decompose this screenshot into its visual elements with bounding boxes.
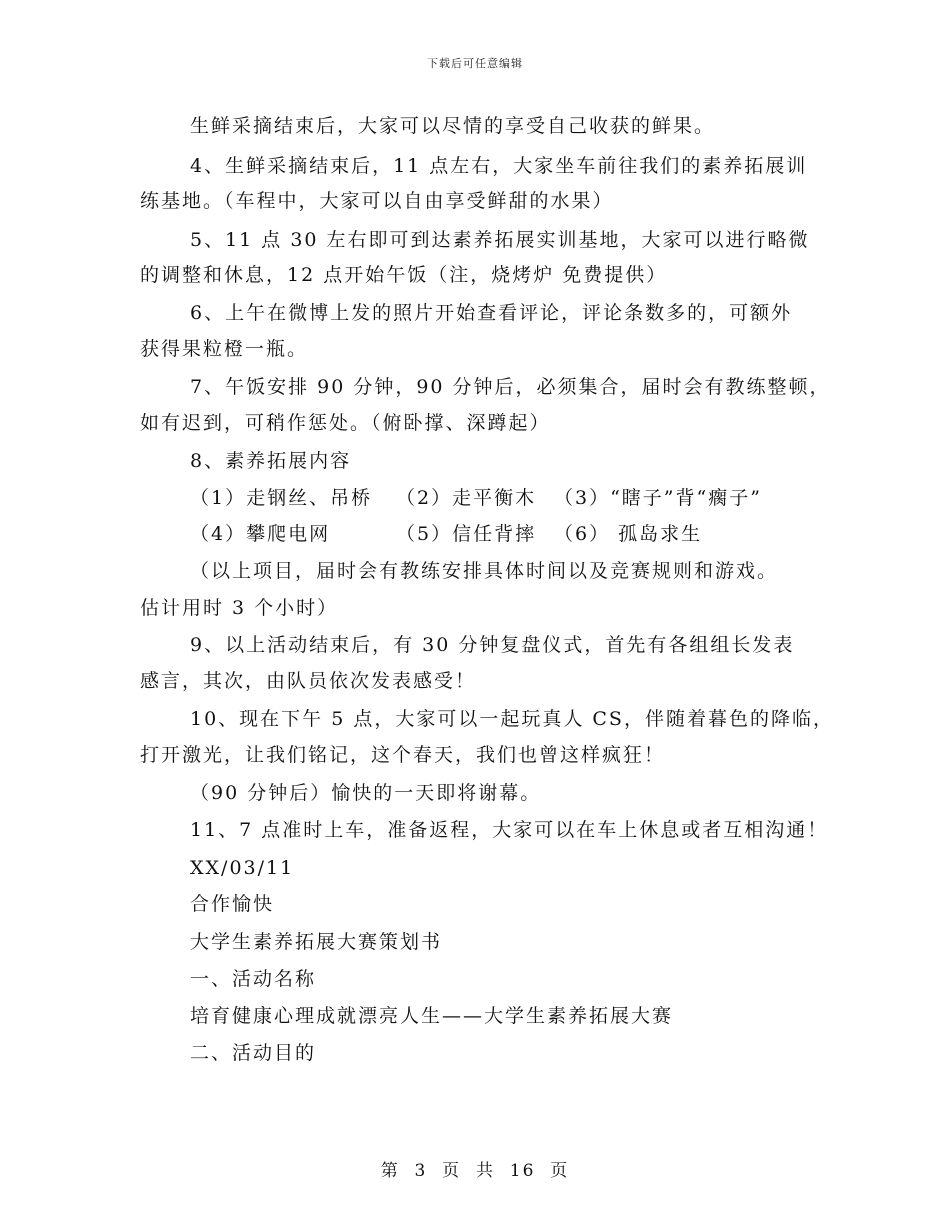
paragraph-line: 的调整和休息，12 点开始午饭（注，烧烤炉 免费提供） [140, 264, 668, 286]
paragraph-line: 打开激光，让我们铭记，这个春天，我们也曾这样疯狂！ [140, 744, 666, 766]
activity-item: （6） 孤岛求生 [554, 523, 703, 545]
paragraph-line: 估计用时 3 个小时） [140, 597, 339, 619]
section-heading: 一、活动名称 [190, 968, 317, 990]
activity-item: （4）攀爬电网 [190, 523, 331, 545]
activity-item: （3）“瞎子”背“瘸子” [554, 487, 762, 509]
paragraph-line: （90 分钟后）愉快的一天即将谢幕。 [190, 782, 542, 804]
paragraph-line: 培育健康心理成就漂亮人生——大学生素养拓展大赛 [190, 1005, 674, 1027]
paragraph-line: 6、上午在微博上发的照片开始查看评论，评论条数多的，可额外 [190, 302, 793, 324]
page-header-note: 下载后可任意编辑 [427, 57, 523, 70]
paragraph-line: 感言，其次，由队员依次发表感受！ [140, 670, 477, 692]
activity-item: （1）走钢丝、吊桥 [190, 487, 373, 509]
paragraph-line: 9、以上活动结束后，有 30 分钟复盘仪式，首先有各组组长发表 [190, 634, 795, 656]
paragraph-line: 如有迟到，可稍作惩处。（俯卧撑、深蹲起） [140, 412, 551, 434]
document-title: 大学生素养拓展大赛策划书 [190, 931, 443, 953]
paragraph-line: 11、7 点准时上车，准备返程，大家可以在车上休息或者互相沟通！ [190, 819, 829, 841]
activity-item: （2）走平衡木 [396, 487, 537, 509]
paragraph-line: （以上项目，届时会有教练安排具体时间以及竞赛规则和游戏。 [190, 560, 779, 582]
paragraph-line: 10、现在下午 5 点，大家可以一起玩真人 CS，伴随着暮色的降临， [190, 708, 834, 730]
activity-items-row-2 [190, 522, 830, 546]
paragraph-line: 生鲜采摘结束后，大家可以尽情的享受自己收获的鲜果。 [190, 115, 716, 137]
section-heading: 二、活动目的 [190, 1042, 317, 1064]
paragraph-line: 5、11 点 30 左右即可到达素养拓展实训基地，大家可以进行略微 [190, 229, 810, 251]
activity-item: （5）信任背摔 [396, 523, 537, 545]
page-number-footer: 第 3 页 共 16 页 [380, 1161, 570, 1181]
activity-items-row-1 [190, 486, 830, 510]
paragraph-line: 获得果粒橙一瓶。 [140, 338, 309, 360]
paragraph-line: 4、生鲜采摘结束后，11 点左右，大家坐车前往我们的素养拓展训 [190, 155, 808, 177]
date-line: XX/03/11 [190, 857, 295, 879]
section-heading: 8、素养拓展内容 [190, 450, 352, 472]
paragraph-line: 练基地。（车程中，大家可以自由享受鲜甜的水果） [140, 190, 614, 212]
closing-line: 合作愉快 [190, 893, 275, 915]
paragraph-line: 7、午饭安排 90 分钟，90 分钟后，必须集合，届时会有教练整顿， [190, 376, 831, 398]
